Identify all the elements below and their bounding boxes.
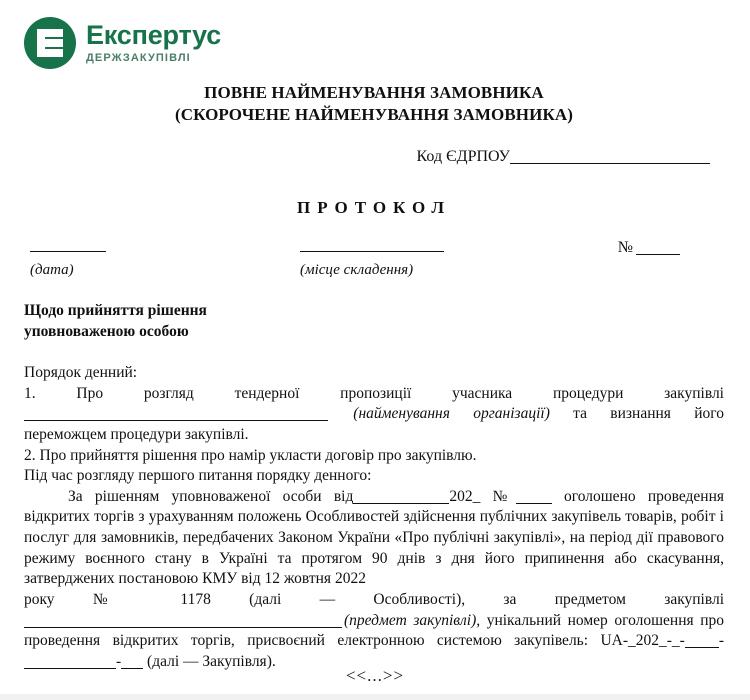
agenda-word: процедури (552, 384, 624, 402)
place-caption: (місце складення) (300, 262, 414, 279)
protocol-number-field (618, 237, 680, 258)
body-number-label: № (492, 487, 516, 505)
agenda-item-1-line-2 (24, 404, 724, 425)
date-caption: (дата) (30, 262, 74, 279)
body-paragraph-1-tail (24, 611, 724, 673)
procurement-subject-caption: (предмет закупівлі), (344, 611, 481, 629)
body-word: № (92, 590, 143, 608)
pagination-indicator[interactable] (0, 666, 750, 686)
body-word: закупівлі (664, 590, 725, 608)
agenda-word: пропозиції (340, 384, 412, 402)
brand-name: Експертус (86, 20, 222, 51)
body-text: оголошено проведення відкритих торгів з урахуванням положень Особливостей здійснення публічних закупівель товарів, робіт і послуг для замовників, передбачених Законом України «Про публічні закупівлі», на період дії правового режиму воєнного стану в Україні та протягом 90 днів з дня його припинення або скасування, затверджених постановою КМУ від 12 жовтня 2022 (24, 487, 725, 588)
agenda-word: тендерної (234, 384, 300, 402)
body-word: 1178 (180, 590, 211, 608)
body-word: за (503, 590, 517, 608)
review-intro: Під час розгляду першого питання порядку денного: (24, 467, 372, 485)
body-sep: - (718, 632, 724, 650)
body-sep: - (116, 652, 122, 670)
document-content (14, 82, 738, 672)
body-text: унікальний номер оголошення про проведення відкритих торгів, присвоєний електронною системою закупівель: UA-_202_-_- (24, 611, 725, 650)
procurement-subject-blank-rule (24, 627, 342, 628)
body-word: (далі (249, 590, 282, 608)
place-blank-rule (300, 251, 444, 252)
page-bottom-edge (0, 694, 750, 700)
customer-name-title (24, 82, 724, 126)
agenda-word: його (694, 405, 725, 423)
announcement-part-a-rule (685, 647, 719, 648)
agenda-word: визнання (610, 405, 671, 423)
body-word: Особливості), (373, 590, 466, 608)
subject-line-2: уповноваженою особою (24, 323, 189, 341)
body-paragraph-1 (24, 487, 724, 590)
body-text: (далі — Закупівля). (147, 652, 276, 670)
expertus-e-logo-icon (24, 17, 76, 69)
organization-blank-rule (24, 420, 328, 421)
agenda-item-1-line-3: переможцем процедури закупівлі. (24, 426, 249, 444)
brand-logo (24, 14, 738, 72)
pager-label[interactable]: <<...>> (345, 666, 405, 685)
agenda-word: розгляд (143, 384, 194, 402)
protocol-number-blank-rule (636, 254, 680, 255)
customer-full-name: ПОВНЕ НАЙМЕНУВАННЯ ЗАМОВНИКА (204, 83, 544, 102)
decision-date-blank-rule (353, 503, 449, 504)
agenda-word: та (573, 405, 587, 423)
decision-number-blank-rule (516, 503, 552, 504)
edrpou-row (24, 146, 724, 167)
agenda-item-2: 2. Про прийняття рішення про намір укласти договір про закупівлю. (24, 446, 477, 464)
page-title: ПРОТОКОЛ (296, 197, 451, 217)
protocol-number-label: № (617, 239, 633, 257)
date-blank-rule (30, 251, 106, 252)
agenda-word: учасника (452, 384, 513, 402)
agenda-word: закупівлі (664, 384, 724, 402)
agenda-label: Порядок денний: (24, 364, 138, 382)
body-word: року (24, 590, 55, 608)
customer-short-name: (СКОРОЧЕНЕ НАЙМЕНУВАННЯ ЗАМОВНИКА) (174, 104, 574, 124)
edrpou-label: Код ЄДРПОУ (416, 147, 510, 165)
organization-caption: (найменування організації) (353, 405, 550, 423)
subject-line-1: Щодо прийняття рішення (24, 302, 207, 320)
body-year: 202_ (449, 487, 481, 505)
meta-captions-row (24, 261, 724, 283)
brand-subtitle: ДЕРЖЗАКУПІВЛІ (86, 51, 191, 64)
subject-heading (24, 301, 724, 343)
body-text: За рішенням уповноваженої особи від (68, 487, 354, 505)
agenda-item-1-line-1 (24, 384, 724, 405)
agenda-item-1-number: 1. (24, 384, 36, 402)
body-paragraph-1-line-justified (24, 590, 724, 611)
body-word: — (319, 590, 336, 608)
agenda-word: Про (76, 384, 104, 402)
body-word: предметом (554, 590, 626, 608)
edrpou-blank-rule (510, 163, 710, 164)
brand-text (86, 21, 221, 65)
